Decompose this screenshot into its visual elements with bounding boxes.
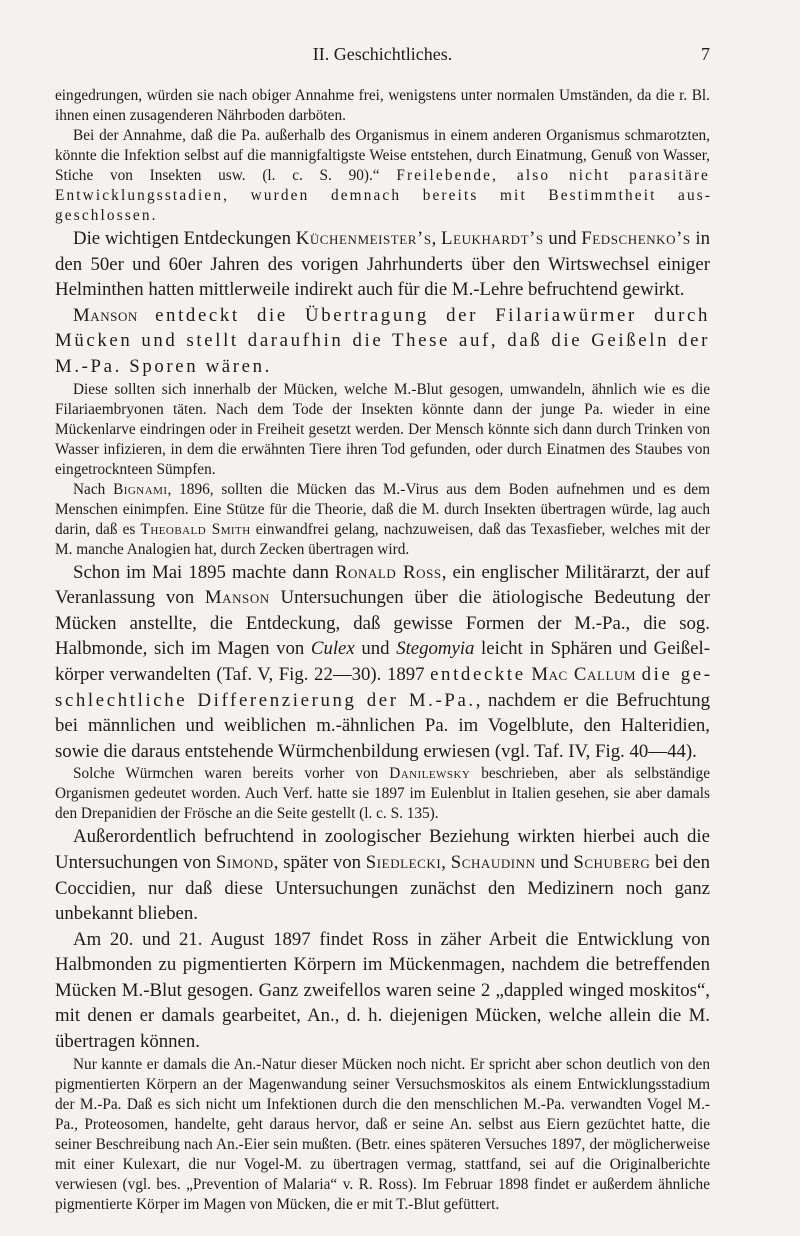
author-name: Leukhardt’s	[441, 228, 544, 249]
text-run: ,	[441, 851, 451, 873]
text-run: Am 20. und 21. August 1897 findet Ross in zäher Arbeit die Entwicklung von Halbmonden zu pigmentierten Körpern im Mückenmagen, nachdem die betreffenden Mücken M.-Blut gesogen. Ganz zweifellos waren seine 2 „dappled winged moskitos“, mit denen er damals gearbeitet, An., d. h. diejenigen Mücken, welche allein die M. übertragen können.	[55, 928, 710, 1053]
paragraph	[55, 480, 710, 560]
paragraph	[55, 1055, 710, 1215]
species-name: Stegomyia	[396, 638, 475, 660]
text-run: beschrieben, aber als selbständige Organismen gedeutet worden. Auch Verf. hatte sie 1897 im Eulenblut in Italien gesehen, sie aber damals den Drepanidien der Frösche an die Seite gestellt (l. c. S. 135).	[55, 765, 710, 823]
text-run: Freilebende, also nicht parasitäre Entwicklungsstadien, wurden demnach bereits mit Bestimmtheit ausgeschlossen.	[55, 167, 710, 224]
paragraph	[55, 226, 710, 303]
text-run: , 1896, sollten die Mücken das M.-Virus aus dem Boden aufnehmen und es dem Menschen einimpfen. Eine Stütze für die Theorie, daß die M. durch Insekten übertragen würde, lag auch darin, daß es	[55, 480, 710, 538]
text-run: Nach	[73, 480, 114, 498]
paragraph	[55, 764, 710, 824]
text-run: Schon im Mai 1895 machte dann	[73, 561, 335, 583]
text-run: bei den Coccidien, nur daß diese Untersuchungen zunächst den Medizinern noch ganz unbekannt blieben.	[55, 851, 711, 925]
chapter-title: II. Geschichtliches.	[312, 44, 453, 64]
running-header	[55, 44, 710, 68]
author-name: Mac Callum	[531, 663, 637, 685]
text-run: und	[535, 851, 574, 873]
author-name: Theobald Smith	[140, 520, 251, 538]
text-run: , später von	[273, 851, 366, 873]
text-run: leicht in Sphären und Geißelkörper verwandelten (Taf. V, Fig. 22—30). 1897	[55, 638, 710, 685]
body-text	[55, 86, 710, 1215]
paragraph	[55, 927, 710, 1055]
text-run: und	[543, 228, 582, 249]
text-run: Außerordentlich befruchtend in zoologischer Beziehung wirkten hierbei auch die Untersuchungen von	[55, 826, 710, 873]
text-run: die geschlechtliche Differenzierung der M.-Pa.	[55, 663, 710, 711]
paragraph	[55, 380, 710, 480]
page-number: 7	[701, 44, 710, 64]
author-name: Bignami	[113, 480, 168, 498]
text-run: Nur kannte er damals die An.-Natur dieser Mücken noch nicht. Er spricht aber schon deutlich von den pigmentierten Körpern an der Magenwandung seiner Versuchsmoskitos als einem Entwicklungsstadium der M.-Pa. Daß es sich nicht um Infektionen durch die den menschlichen M.-Pa. verwandten Vogel M.-Pa., Proteosomen, handelte, geht daraus hervor, daß er seine An. selbst aus Eiern gezüchtet hatte, die seiner Beschreibung nach An.-Eier sein mußten. (Betr. eines späteren Versuches 1897, der möglicherweise mit einer Kulexart, die nur Vogel-M. zu übertragen vermag, stattfand, sei auf die Originalberichte verwiesen (vgl. bes. „Prevention of Malaria“ v. R. Ross). Im Februar 1898 findet er außerdem ähnliche pigmentierte Körper im Magen von Mücken, die er mit T.-Blut gefüttert.	[55, 1055, 710, 1213]
text-run: , ein englischer Militärarzt, der auf Veranlassung von	[55, 561, 710, 609]
text-run: in den 50er und 60er Jahren des vorigen Jahrhunderts über den Wirtswechsel einiger Helminthen hatten mittlerweile indirekt auch für die M.-Lehre befruchtend gewirkt.	[55, 228, 710, 301]
author-name: Manson	[73, 304, 138, 326]
author-name: Schuberg	[573, 851, 651, 873]
author-name: Ronald Ross	[334, 561, 442, 583]
text-run: Die wichtigen Entdeckungen	[73, 228, 296, 249]
text-run: ,	[431, 228, 442, 249]
author-name: Siedlecki	[365, 851, 442, 873]
text-run: entdeckt die Übertragung der Filariawürmer durch Mücken und stellt daraufhin die These auf, daß die Geißeln der M.-Pa. Sporen wären.	[55, 304, 710, 377]
paragraph	[55, 86, 710, 126]
author-name: Fedschenko’s	[581, 228, 691, 249]
text-run: eingedrungen, würden sie nach obiger Annahme frei, wenigstens unter normalen Umständen, da die r. Bl. ihnen einen zusagenderen Nährboden darböten.	[55, 87, 710, 124]
paragraph	[55, 824, 710, 926]
paragraph	[55, 560, 710, 765]
text-run: Solche Würmchen waren bereits vorher von	[73, 765, 390, 783]
text-run: Untersuchungen über die ätiologische Bedeutung der Mücken anstellte, die Entdeckung, daß gewisse Formen der M.-Pa., die sog. Halbmonde, sich im Magen von	[55, 587, 710, 660]
text-run: Diese sollten sich innerhalb der Mücken, welche M.-Blut gesogen, umwandeln, ähnlich wie es die Filariaembryonen täten. Nach dem Tode der Insekten könnte dann der junge Pa. wieder in eine Mückenlarve eindringen oder in Freiheit gesetzt werden. Der Mensch könnte sich dann durch Trinken von Wasser infizieren, in dem die erwähnten Tiere ihren Tod gefunden, oder durch Einatmen des Staubes von eingetrocknteen Sümpfen.	[55, 380, 710, 478]
author-name: Manson	[204, 587, 270, 609]
author-name: Simond	[215, 851, 274, 873]
text-run: entdeckte	[430, 663, 526, 685]
author-name: Danilewsky	[389, 765, 471, 783]
species-name: Culex	[310, 638, 355, 660]
author-name: Küchenmeister’s	[295, 228, 432, 249]
text-run: und	[354, 638, 397, 660]
author-name: Schaudinn	[450, 851, 536, 873]
text-run: Bei der Annahme, daß die Pa. außerhalb des Organismus in einem anderen Organismus schmarotzten, könnte die Infektion selbst auf die mannigfaltigste Weise entstehen, durch Einatmung, Genuß von Wasser, Stiche von Insekten usw. (l. c. S. 90).“	[55, 127, 710, 184]
paragraph	[55, 126, 710, 226]
text-run: , nachdem er die Befruchtung bei männlichen und weiblichen m.-ähnlichen Pa. im Vogelblute, den Halteridien, sowie die daraus entstehende Würmchenbildung erwiesen (vgl. Taf. IV, Fig. 40—44).	[55, 689, 710, 762]
text-run: einwandfrei gelang, nachzuweisen, daß das Texasfieber, welches mit der M. manche Analogien hat, durch Zecken übertragen wird.	[55, 520, 710, 558]
paragraph	[55, 303, 710, 380]
